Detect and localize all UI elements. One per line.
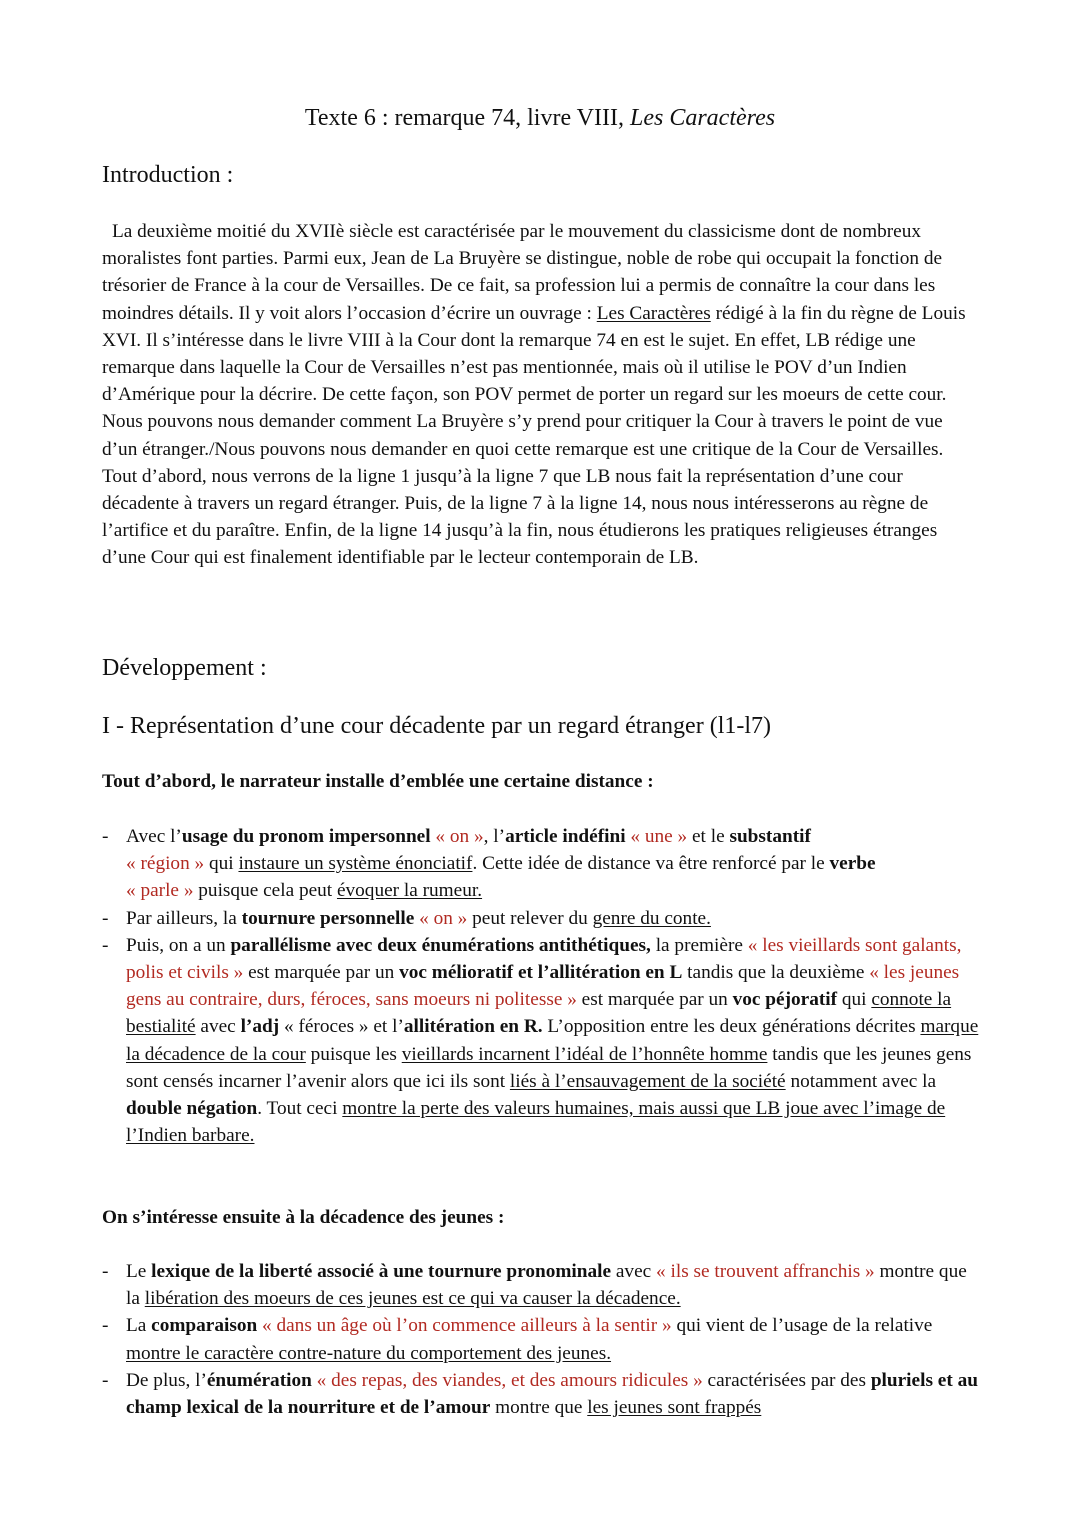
subheading-distance: Tout d’abord, le narrateur installe d’emblée une certaine distance : bbox=[102, 771, 654, 792]
list-item: - La comparaison « dans un âge où l’on commence ailleurs à la sentir » qui vient de l’usage de la relative montre le caractère contre-nature du comportement des jeunes. bbox=[102, 1315, 933, 1364]
heading-developpement: Développement : bbox=[102, 655, 267, 681]
list-item: - Puis, on a un parallélisme avec deux énumérations antithétiques, la première « les vieillards sont galants, polis et civils » est marquée par un voc mélioratif et l’allitération en L tandis que la deuxième « les jeunes gens au contraire, durs, féroces, sans moeurs ni politesse » est marquée par un voc péjoratif qui connote la bestialité avec l’adj « féroces » et l’allitération en R. L’opposition entre les deux générations décrites marque la décadence de la cour puisque les vieillards incarnent l’idéal de l’honnête homme tandis que les jeunes gens sont censés incarner l’avenir alors que ici ils sont liés à l’ensauvagement de la société notamment avec la double négation. Tout ceci montre la perte des valeurs humaines, mais aussi que LB joue avec l’image de l’Indien barbare. bbox=[102, 934, 979, 1147]
heading-introduction: Introduction : bbox=[102, 162, 234, 188]
page-title: Texte 6 : remarque 74, livre VIII, Les Caractères bbox=[304, 105, 776, 131]
decadence-list bbox=[102, 1258, 982, 1421]
book-title: Les Caractères bbox=[596, 302, 711, 324]
list-item: - Le lexique de la liberté associé à une tournure pronominale avec « ils se trouvent affranchis » montre que la libération des moeurs de ces jeunes est ce qui va causer la décadence. bbox=[102, 1261, 967, 1310]
list-item: - Avec l’usage du pronom impersonnel « on », l’article indéfini « une » et le substantif « région » qui instaure un système énonciatif. Cette idée de distance va être renforcé par le verbe « parle » puisque cela peut évoquer la rumeur. bbox=[102, 826, 876, 902]
work-title: Les Caractères bbox=[629, 105, 776, 131]
introduction-paragraph: La deuxième moitié du XVIIè siècle est caractérisée par le mouvement du classicisme dont de nombreux moralistes font parties. Parmi eux, Jean de La Bruyère se distingue, noble de robe qui occupait la fonction de trésorier de France à la cour de Versailles. De ce fait, sa profession lui a permis de connaître la cour dans les moindres détails. Il y voit alors l’occasion d’écrire un ouvrage : Les Caractères rédigé à la fin du règne de Louis XVI. Il s’intéresse dans le livre VIII à la Cour dont la remarque 74 en est le sujet. En effet, LB rédige une remarque dans laquelle la Cour de Versailles n’est pas mentionnée, mais où il utilise le POV d’un Indien d’Amérique pour la décrire. De cette façon, son POV permet de porter un regard sur les moeurs de cette cour. Nous pouvons nous demander comment La Bruyère s’y prend pour critiquer la Cour à travers le point de vue d’un étranger./Nous pouvons nous demander en quoi cette remarque est une critique de la Cour de Versailles. Tout d’abord, nous verrons de la ligne 1 jusqu’à la ligne 7 que LB nous fait la représentation d’une cour décadente à travers un regard étranger. Puis, de la ligne 7 à la ligne 14, nous nous intéresserons au règne de l’artifice et du paraître. Enfin, de la ligne 14 jusqu’à la fin, nous étudierons les pratiques religieuses étranges d’une Cour qui est finalement identifiable par le lecteur contemporain de LB. bbox=[102, 221, 966, 569]
heading-part-1: I - Représentation d’une cour décadente par un regard étranger (l1-l7) bbox=[102, 713, 772, 739]
subheading-decadence: On s’intéresse ensuite à la décadence des jeunes : bbox=[102, 1207, 505, 1228]
list-item: - Par ailleurs, la tournure personnelle « on » peut relever du genre du conte. bbox=[102, 907, 711, 929]
distance-list bbox=[102, 823, 982, 1149]
list-item: - De plus, l’énumération « des repas, des viandes, et des amours ridicules » caractérisées par des pluriels et au champ lexical de la nourriture et de l’amour montre que les jeunes sont frappés bbox=[102, 1369, 978, 1419]
